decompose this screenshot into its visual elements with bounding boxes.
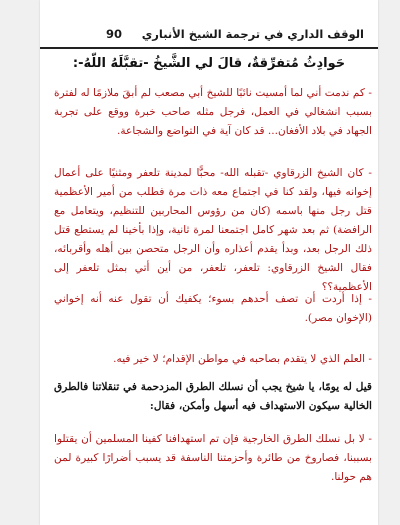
running-header-title: الوقف الداري في ترجمة الشيخ الأنباري — [141, 27, 364, 41]
paragraph-3: - إذا أردت أن تصف أحدهم بسوء؛ يكفيك أن تقول عنه أنه إخواني (الإخوان مصر). — [54, 293, 372, 324]
paragraph-1: - كم ندمت أني لما أمسيت نائبًا للشيخ أبي مصعب لم أبقَ ملازمًا له لفترة بسبب انشغالي في العمل، فرجل مثله صاحب خبرة ووقع على تجربة الجهاد في بلاد الأفغان... قد كان آية في التواضع والشجاعة. — [54, 87, 372, 137]
page-number: 90 — [106, 27, 123, 41]
paragraph-6: - لا بل نسلك الطرق الخارجية فإن تم استهدافنا كفينا المسلمين أن يقتلوا بسببنا، فصاروخ من طائرة وأحزمتنا الناسفة قد يسبب أضرارًا كبيرة لمن هم حولنا. — [54, 433, 372, 483]
paragraph-2: - كان الشيخ الزرقاوي -تقبله الله- محبًّا لمدينة تلعفر ومثنيًا على أعمال إخوانه فيها، ولقد كنا في اجتماع معه ذات مرة فطلب من أمير الأعظمية قتل رجل منها باسمه (كان من رؤوس المحاربين للتنظيم، ويتعامل مع الرافضة) ثم بعد شهر كامل اجتمعنا لمرة ثانية، وإذا بأخينا لم يستطع قتل ذلك الرجل بعد، وبدأ يقدم أعذاره وأن الرجل متحصن بين أهله وأقربائه، فقال الشيخ الزرقاوي: تلعفر، تلعفر، من أين أتي بمثل تلعفر إلى الأعظمية؟؟ — [54, 167, 372, 293]
document-page — [40, 0, 378, 525]
paragraph-4: - العلم الذي لا يتقدم بصاحبه في مواطن الإقدام؛ لا خير فيه. — [113, 353, 372, 365]
section-heading: حَوادِثُ مُتفرِّقةٌ، قالَ لي الشَّيخُ -تقبَّلَهُ اللّهُ-: — [72, 56, 346, 71]
paragraph-5: قيل له يومًا، يا شيخ يجب أن نسلك الطرق المزدحمة في تنقلاتنا فالطرق الخالية سيكون الاستهداف فيه أسهل وأمكن، فقال: — [54, 381, 372, 412]
header-divider — [40, 47, 378, 49]
page-header — [40, 22, 378, 46]
